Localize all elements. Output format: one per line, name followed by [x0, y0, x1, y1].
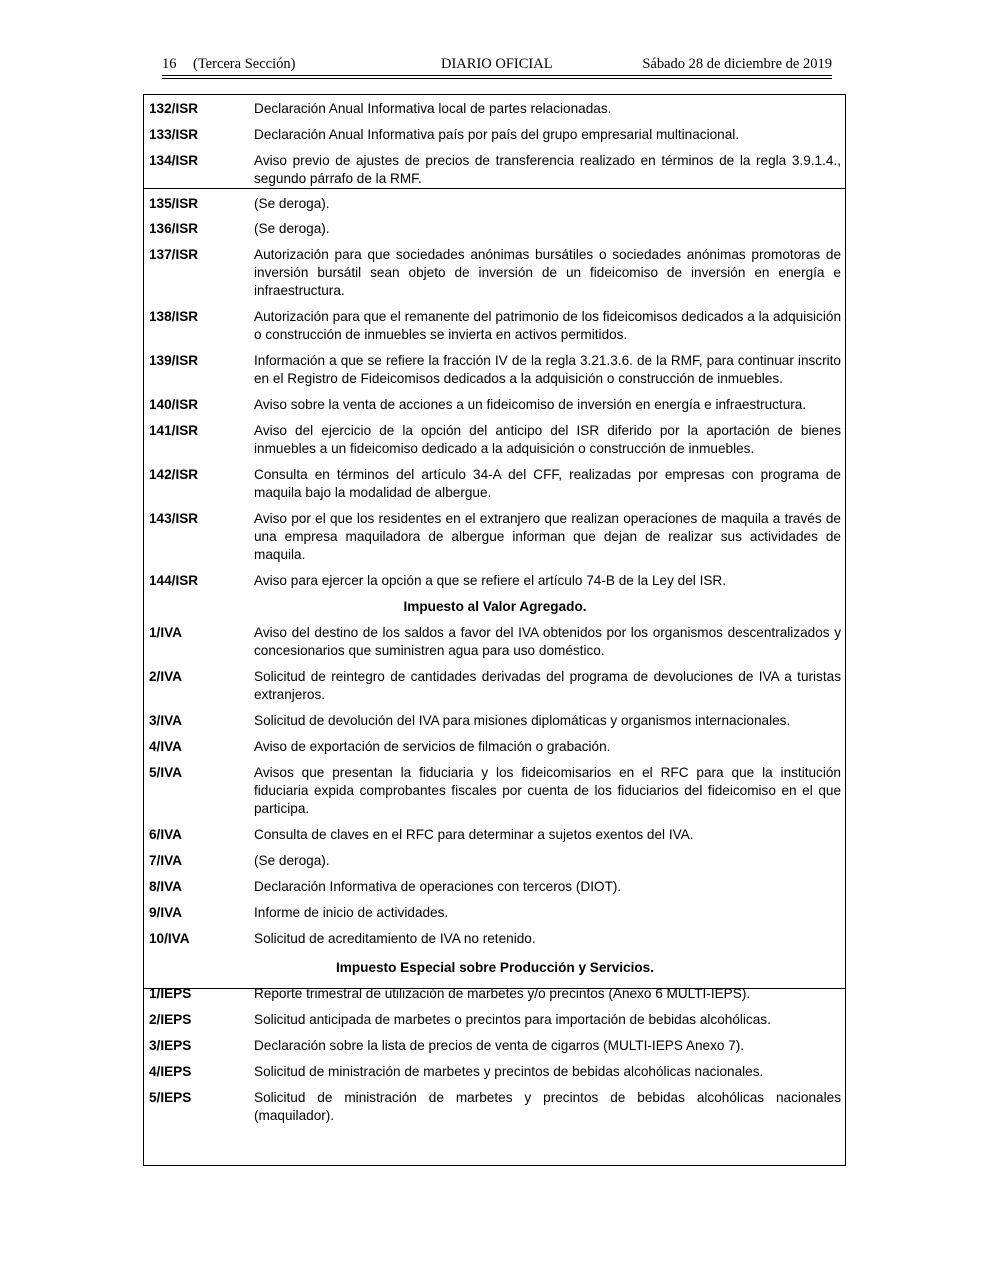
form-description: (Se deroga).	[254, 853, 330, 868]
form-description: Autorización para que el remanente del patrimonio de los fideicomisos dedicados a la adquisición o construcción de inmuebles se invierta en activos permitidos.	[254, 309, 841, 342]
table-row	[149, 844, 841, 870]
form-code: 134/ISR	[149, 153, 199, 168]
table-row	[149, 188, 841, 213]
form-description: Declaración Anual Informativa país por país del grupo empresarial multinacional.	[254, 127, 740, 142]
page-number: 16	[162, 56, 177, 72]
table-row	[149, 756, 841, 818]
form-description: Declaración Informativa de operaciones con terceros (DIOT).	[254, 879, 622, 894]
table-row	[149, 660, 841, 704]
form-code: 135/ISR	[149, 196, 199, 211]
table-row	[149, 144, 841, 188]
form-description: Aviso previo de ajustes de precios de transferencia realizado en términos de la regla 3.9.1.4., segundo párrafo de la RMF.	[254, 153, 841, 186]
table-row	[149, 118, 841, 144]
form-code: 6/IVA	[149, 827, 182, 842]
form-code: 4/IEPS	[149, 1064, 192, 1079]
section-heading-text: Impuesto al Valor Agregado.	[403, 599, 587, 614]
form-description: Aviso sobre la venta de acciones a un fideicomiso de inversión en energía e infraestructura.	[254, 397, 807, 412]
section-heading	[149, 948, 841, 977]
form-description: Aviso para ejercer la opción a que se refiere el artículo 74-B de la Ley del ISR.	[254, 573, 727, 588]
table-row	[149, 388, 841, 414]
form-description: Solicitud anticipada de marbetes o precintos para importación de bebidas alcohólicas.	[254, 1012, 771, 1027]
table-row	[149, 704, 841, 730]
table-row	[149, 1081, 841, 1125]
forms-table	[149, 94, 841, 1125]
form-code: 1/IEPS	[149, 986, 192, 1001]
form-code: 142/ISR	[149, 467, 199, 482]
form-description: Aviso del ejercicio de la opción del anticipo del ISR diferido por la aportación de bienes inmuebles a un fideicomiso dedicado a la adquisición o construcción de inmuebles.	[254, 423, 841, 456]
publication-title: DIARIO OFICIAL	[441, 56, 553, 72]
form-description: Avisos que presentan la fiduciaria y los fideicomisarios en el RFC para que la institución fiduciaria expida comprobantes fiscales por cuenta de los fiduciarios del fideicomiso en el que participa.	[254, 765, 841, 816]
form-code: 139/ISR	[149, 353, 199, 368]
form-code: 1/IVA	[149, 625, 182, 640]
form-code: 5/IVA	[149, 765, 182, 780]
form-code: 144/ISR	[149, 573, 199, 588]
form-description: Solicitud de devolución del IVA para misiones diplomáticas y organismos internacionales.	[254, 713, 791, 728]
section-heading	[149, 590, 841, 616]
form-code: 138/ISR	[149, 309, 199, 324]
table-row	[149, 896, 841, 922]
form-code: 141/ISR	[149, 423, 199, 438]
table-row	[149, 414, 841, 458]
table-row	[149, 616, 841, 660]
form-code: 2/IVA	[149, 669, 182, 684]
form-description: Información a que se refiere la fracción IV de la regla 3.21.3.6. de la RMF, para continuar inscrito en el Registro de Fideicomisos dedicados a la adquisición o construcción de inmuebles.	[254, 353, 841, 386]
page-header	[162, 56, 832, 76]
form-description: Consulta de claves en el RFC para determinar a sujetos exentos del IVA.	[254, 827, 694, 842]
table-row	[149, 870, 841, 896]
table-row	[149, 300, 841, 344]
form-code: 5/IEPS	[149, 1090, 192, 1105]
table-row	[149, 213, 841, 238]
form-description: Informe de inicio de actividades.	[254, 905, 449, 920]
table-row	[149, 458, 841, 502]
form-code: 8/IVA	[149, 879, 182, 894]
table-row	[149, 94, 841, 118]
table-row	[149, 1055, 841, 1081]
publication-date: Sábado 28 de diciembre de 2019	[642, 56, 832, 72]
form-code: 7/IVA	[149, 853, 182, 868]
table-row	[149, 977, 841, 1003]
form-code: 9/IVA	[149, 905, 182, 920]
form-code: 4/IVA	[149, 739, 182, 754]
form-description: Aviso de exportación de servicios de filmación o grabación.	[254, 739, 611, 754]
form-description: (Se deroga).	[254, 196, 330, 211]
header-rule	[162, 75, 832, 76]
header-rule-double	[162, 78, 832, 79]
table-row	[149, 922, 841, 948]
table-row	[149, 502, 841, 564]
form-code: 136/ISR	[149, 221, 199, 236]
table-row	[149, 344, 841, 388]
section-heading-text: Impuesto Especial sobre Producción y Servicios.	[335, 960, 655, 975]
table-row	[149, 238, 841, 300]
form-description: Declaración sobre la lista de precios de venta de cigarros (MULTI-IEPS Anexo 7).	[254, 1038, 745, 1053]
table-row	[149, 564, 841, 590]
table-row	[149, 730, 841, 756]
form-description: Solicitud de acreditamiento de IVA no retenido.	[254, 931, 536, 946]
form-code: 140/ISR	[149, 397, 199, 412]
form-code: 3/IEPS	[149, 1038, 192, 1053]
form-description: Aviso por el que los residentes en el extranjero que realizan operaciones de maquila a través de una empresa maquiladora de albergue informan que dejan de realizar sus actividades de maquila.	[254, 511, 841, 562]
section-label: (Tercera Sección)	[193, 56, 296, 72]
form-code: 143/ISR	[149, 511, 199, 526]
form-description: Solicitud de ministración de marbetes y precintos de bebidas alcohólicas nacionales.	[254, 1064, 764, 1079]
form-description: (Se deroga).	[254, 221, 330, 236]
form-code: 133/ISR	[149, 127, 199, 142]
form-description: Consulta en términos del artículo 34-A del CFF, realizadas por empresas con programa de maquila bajo la modalidad de albergue.	[254, 467, 841, 500]
form-code: 137/ISR	[149, 247, 199, 262]
form-description: Reporte trimestral de utilización de marbetes y/o precintos (Anexo 6 MULTI-IEPS).	[254, 986, 751, 1001]
form-code: 10/IVA	[149, 931, 190, 946]
table-row	[149, 818, 841, 844]
table-row	[149, 1029, 841, 1055]
form-code: 132/ISR	[149, 101, 199, 116]
form-description: Solicitud de ministración de marbetes y precintos de bebidas alcohólicas nacionales (maquilador).	[254, 1090, 841, 1123]
form-description: Aviso del destino de los saldos a favor del IVA obtenidos por los organismos descentralizados y concesionarios que suministren agua para uso doméstico.	[254, 625, 841, 658]
form-description: Solicitud de reintegro de cantidades derivadas del programa de devoluciones de IVA a turistas extranjeros.	[254, 669, 841, 702]
form-code: 3/IVA	[149, 713, 182, 728]
table-row	[149, 1003, 841, 1029]
form-code: 2/IEPS	[149, 1012, 192, 1027]
form-description: Declaración Anual Informativa local de partes relacionadas.	[254, 101, 612, 116]
form-description: Autorización para que sociedades anónimas bursátiles o sociedades anónimas promotoras de inversión bursátil sean objeto de inversión de un fideicomiso de inversión en energía e infraestructura.	[254, 247, 841, 298]
